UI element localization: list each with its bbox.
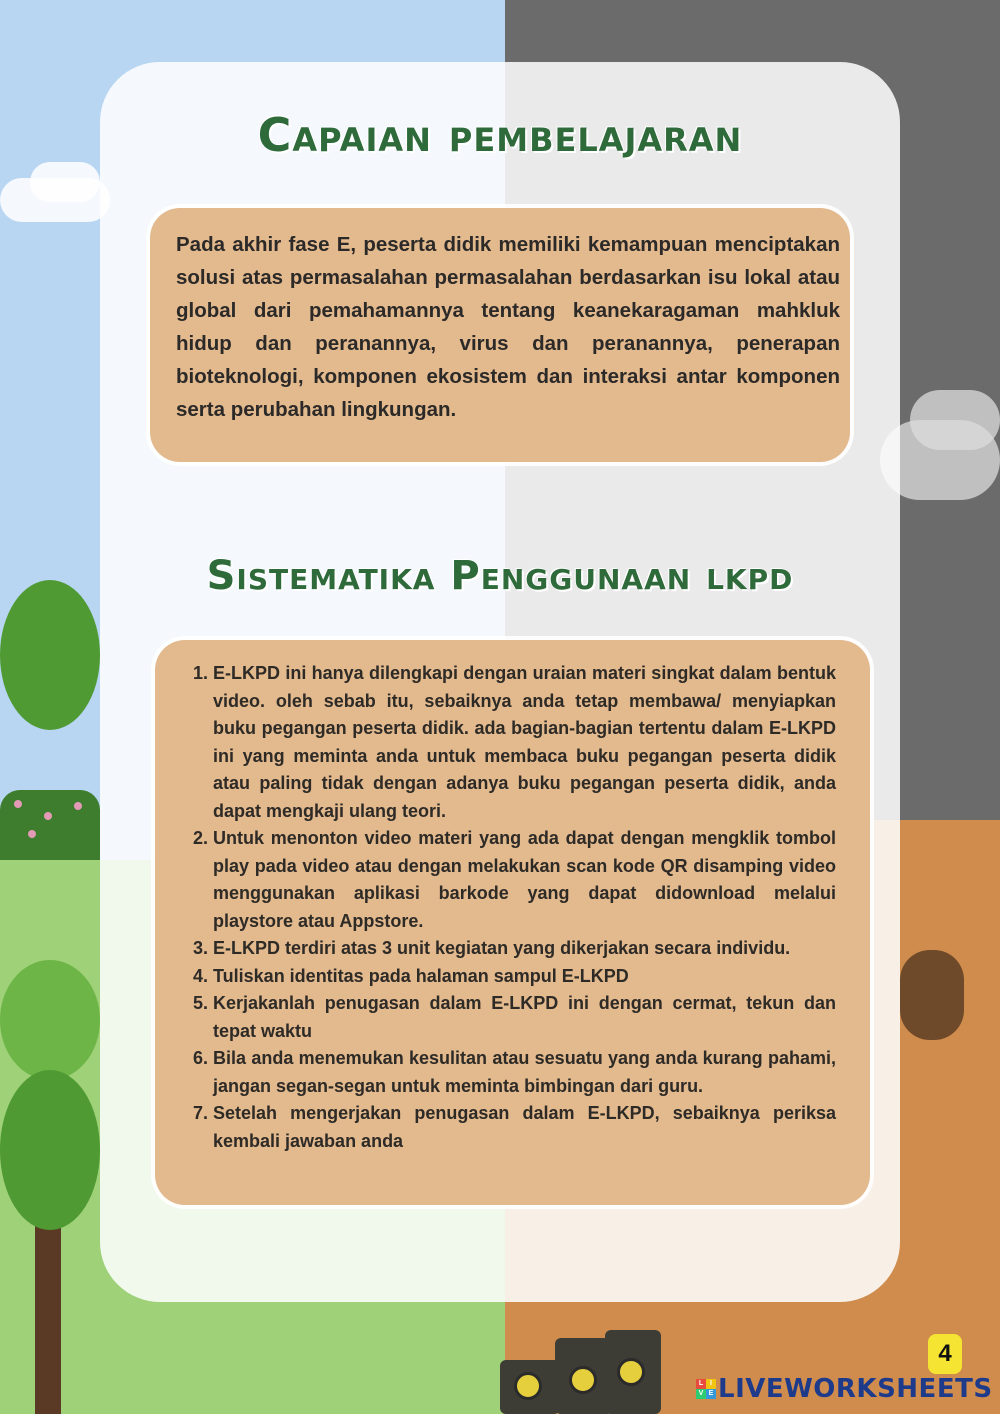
list-item xyxy=(193,990,836,1045)
list-item-number: 5. xyxy=(193,993,209,1013)
flower-illustration xyxy=(14,800,22,808)
list-item xyxy=(193,825,836,935)
learning-outcomes-heading: Capaian pembelajaran xyxy=(257,108,743,162)
learning-outcomes-text: Pada akhir fase E, peserta didik memiliki kemampuan menciptakan solusi atas permasalahan permasalahan berdasarkan isu lokal atau global dari pemahamannya tentang keanekaragaman mahkluk hidup dan peranannya, virus dan peranannya, penerapan bioteknologi, komponen ekosistem dan interaksi antar komponen serta perubahan lingkungan. xyxy=(176,233,840,421)
list-item-number: 3. xyxy=(193,938,209,958)
flower-illustration xyxy=(44,812,52,820)
radiation-icon xyxy=(514,1372,542,1400)
list-item-number: 2. xyxy=(193,828,209,848)
learning-outcomes-box xyxy=(150,208,850,462)
list-item-text: E-LKPD terdiri atas 3 unit kegiatan yang dikerjakan secara individu. xyxy=(213,938,791,958)
tree-crown-illustration xyxy=(0,580,100,730)
list-item-number: 7. xyxy=(193,1103,209,1123)
list-item xyxy=(193,1100,836,1155)
usage-steps-list xyxy=(193,660,836,1155)
list-item-text: Kerjakanlah penugasan dalam E-LKPD ini dengan cermat, tekun dan tepat waktu xyxy=(213,993,836,1041)
list-item-text: Tuliskan identitas pada halaman sampul E-LKPD xyxy=(213,965,629,986)
list-item xyxy=(193,1045,836,1100)
list-item xyxy=(193,660,836,825)
liveworksheets-logo-text: LIVEWORKSHEETS xyxy=(718,1374,993,1404)
logo-letter: L xyxy=(696,1379,706,1389)
page-number-badge: 4 xyxy=(928,1334,962,1374)
list-item xyxy=(193,935,836,963)
tree-crown-illustration xyxy=(0,1070,100,1230)
list-item-text: Setelah mengerjakan penugasan dalam E-LKPD, sebaiknya periksa kembali jawaban anda xyxy=(213,1103,836,1151)
cloud-illustration xyxy=(30,162,100,202)
radiation-icon xyxy=(617,1358,645,1386)
list-item-number: 6. xyxy=(193,1048,209,1068)
logo-letter: V xyxy=(696,1389,706,1399)
list-item-number: 1. xyxy=(193,663,209,683)
logo-letter: E xyxy=(706,1389,716,1399)
list-item-text: E-LKPD ini hanya dilengkapi dengan uraian materi singkat dalam bentuk video. oleh sebab itu, sebaiknya anda tetap membawa/ menyiapkan buku pegangan peserta didik. ada bagian-bagian tertentu dalam E-LKPD ini yang meminta anda untuk membaca buku pegangan peserta didik atau paling tidak dengan adanya buku pegangan peserta didik, anda dapat mengkaji ulang teori. xyxy=(213,663,836,821)
list-item-number: 4. xyxy=(193,965,209,986)
tree-crown-illustration xyxy=(0,960,100,1080)
list-item-text: Untuk menonton video materi yang ada dapat dengan mengklik tombol play pada video atau dengan melakukan scan kode QR disamping video menggunakan aplikasi barkode yang dapat didownload melalui playstore atau Appstore. xyxy=(213,828,836,931)
flower-illustration xyxy=(74,802,82,810)
logo-letter: I xyxy=(706,1379,716,1389)
flower-illustration xyxy=(28,830,36,838)
radiation-icon xyxy=(569,1366,597,1394)
smog-cloud-illustration xyxy=(910,390,1000,450)
liveworksheets-logo-icon xyxy=(696,1379,716,1399)
usage-system-heading: Sistematika Penggunaan lkpd xyxy=(206,553,794,599)
list-item-text: Bila anda menemukan kesulitan atau sesuatu yang anda kurang pahami, jangan segan-segan untuk meminta bimbingan dari guru. xyxy=(213,1048,836,1096)
log-illustration xyxy=(900,950,964,1040)
list-item xyxy=(193,963,836,991)
usage-steps-box xyxy=(155,640,870,1205)
liveworksheets-logo[interactable] xyxy=(696,1374,993,1404)
